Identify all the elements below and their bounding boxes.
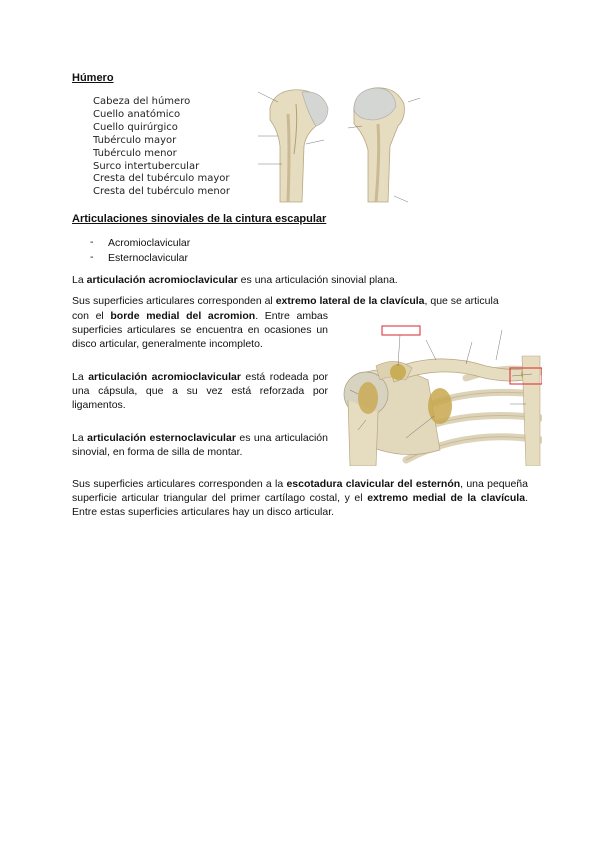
list-item: Cresta del tubérculo mayor xyxy=(93,173,230,185)
list-item: Tubérculo mayor xyxy=(93,134,177,146)
humerus-anterior-view xyxy=(258,90,328,202)
text-run: , que se articula xyxy=(424,295,499,307)
paragraph-3 xyxy=(72,370,328,413)
list-item-acromioclavicular: Acromioclavicular xyxy=(108,237,191,249)
paragraph-2-rest xyxy=(72,309,328,352)
bold-text: borde medial del acromion xyxy=(110,310,256,322)
list-item: Cabeza del húmero xyxy=(93,96,191,107)
text-run: Sus superficies articulares corresponden a la xyxy=(72,478,287,490)
humerus-posterior-view xyxy=(348,88,420,202)
list-item-esternoclavicular: Esternoclavicular xyxy=(108,252,188,264)
text-run: La xyxy=(72,371,89,383)
text-run: , una pequeña superficie articular triangular del primer cartílago costal, y el xyxy=(72,478,528,505)
dash-bullet: - xyxy=(90,236,94,248)
paragraph-4 xyxy=(72,431,328,459)
section-title-articulaciones: Articulaciones sinoviales de la cintura escapular xyxy=(72,213,327,225)
paragraph-2-line-1 xyxy=(72,294,528,308)
list-item: Cuello quirúrgico xyxy=(93,121,178,133)
paragraph-1 xyxy=(72,273,532,287)
bold-text: extremo medial de la clavícula xyxy=(367,492,526,505)
shoulder-girdle-illustration xyxy=(336,320,542,466)
bold-text: articulación acromioclavicular xyxy=(88,371,241,383)
text-run: está rodeada por una cápsula, que a su vez está reforzada por ligamentos. xyxy=(72,371,328,412)
list-item: Cuello anatómico xyxy=(93,108,181,120)
bold-text: articulación esternoclavicular xyxy=(87,432,236,444)
text-run: . Entre ambas superficies articulares se encuentra en ocasiones un disco articular, generalmente incompleto. xyxy=(72,310,328,351)
humero-parts-list xyxy=(93,96,230,199)
dash-bullet: - xyxy=(90,251,94,263)
text-run: La xyxy=(72,274,87,286)
bold-text: extremo lateral de la clavícula xyxy=(275,295,425,307)
text-run: . Entre estas superficies articulares hay un disco articular. xyxy=(72,492,528,519)
section-title-humero: Húmero xyxy=(72,72,114,84)
text-run: La xyxy=(72,432,88,444)
paragraph-5 xyxy=(72,477,528,520)
humerus-illustration xyxy=(258,84,438,204)
text-run: Sus superficies articulares corresponden al xyxy=(72,295,276,307)
text-run: es una articulación sinovial, en forma de silla de montar. xyxy=(72,432,328,459)
list-item: Tubérculo menor xyxy=(93,147,177,159)
text-run: es una articulación sinovial plana. xyxy=(237,274,398,286)
list-item: Cresta del tubérculo menor xyxy=(93,186,230,198)
list-item: Surco intertubercular xyxy=(93,160,200,172)
text-run: con el xyxy=(72,310,111,322)
bold-text: escotadura clavicular del esternón xyxy=(286,478,461,490)
bold-text: articulación acromioclavicular xyxy=(86,274,238,286)
